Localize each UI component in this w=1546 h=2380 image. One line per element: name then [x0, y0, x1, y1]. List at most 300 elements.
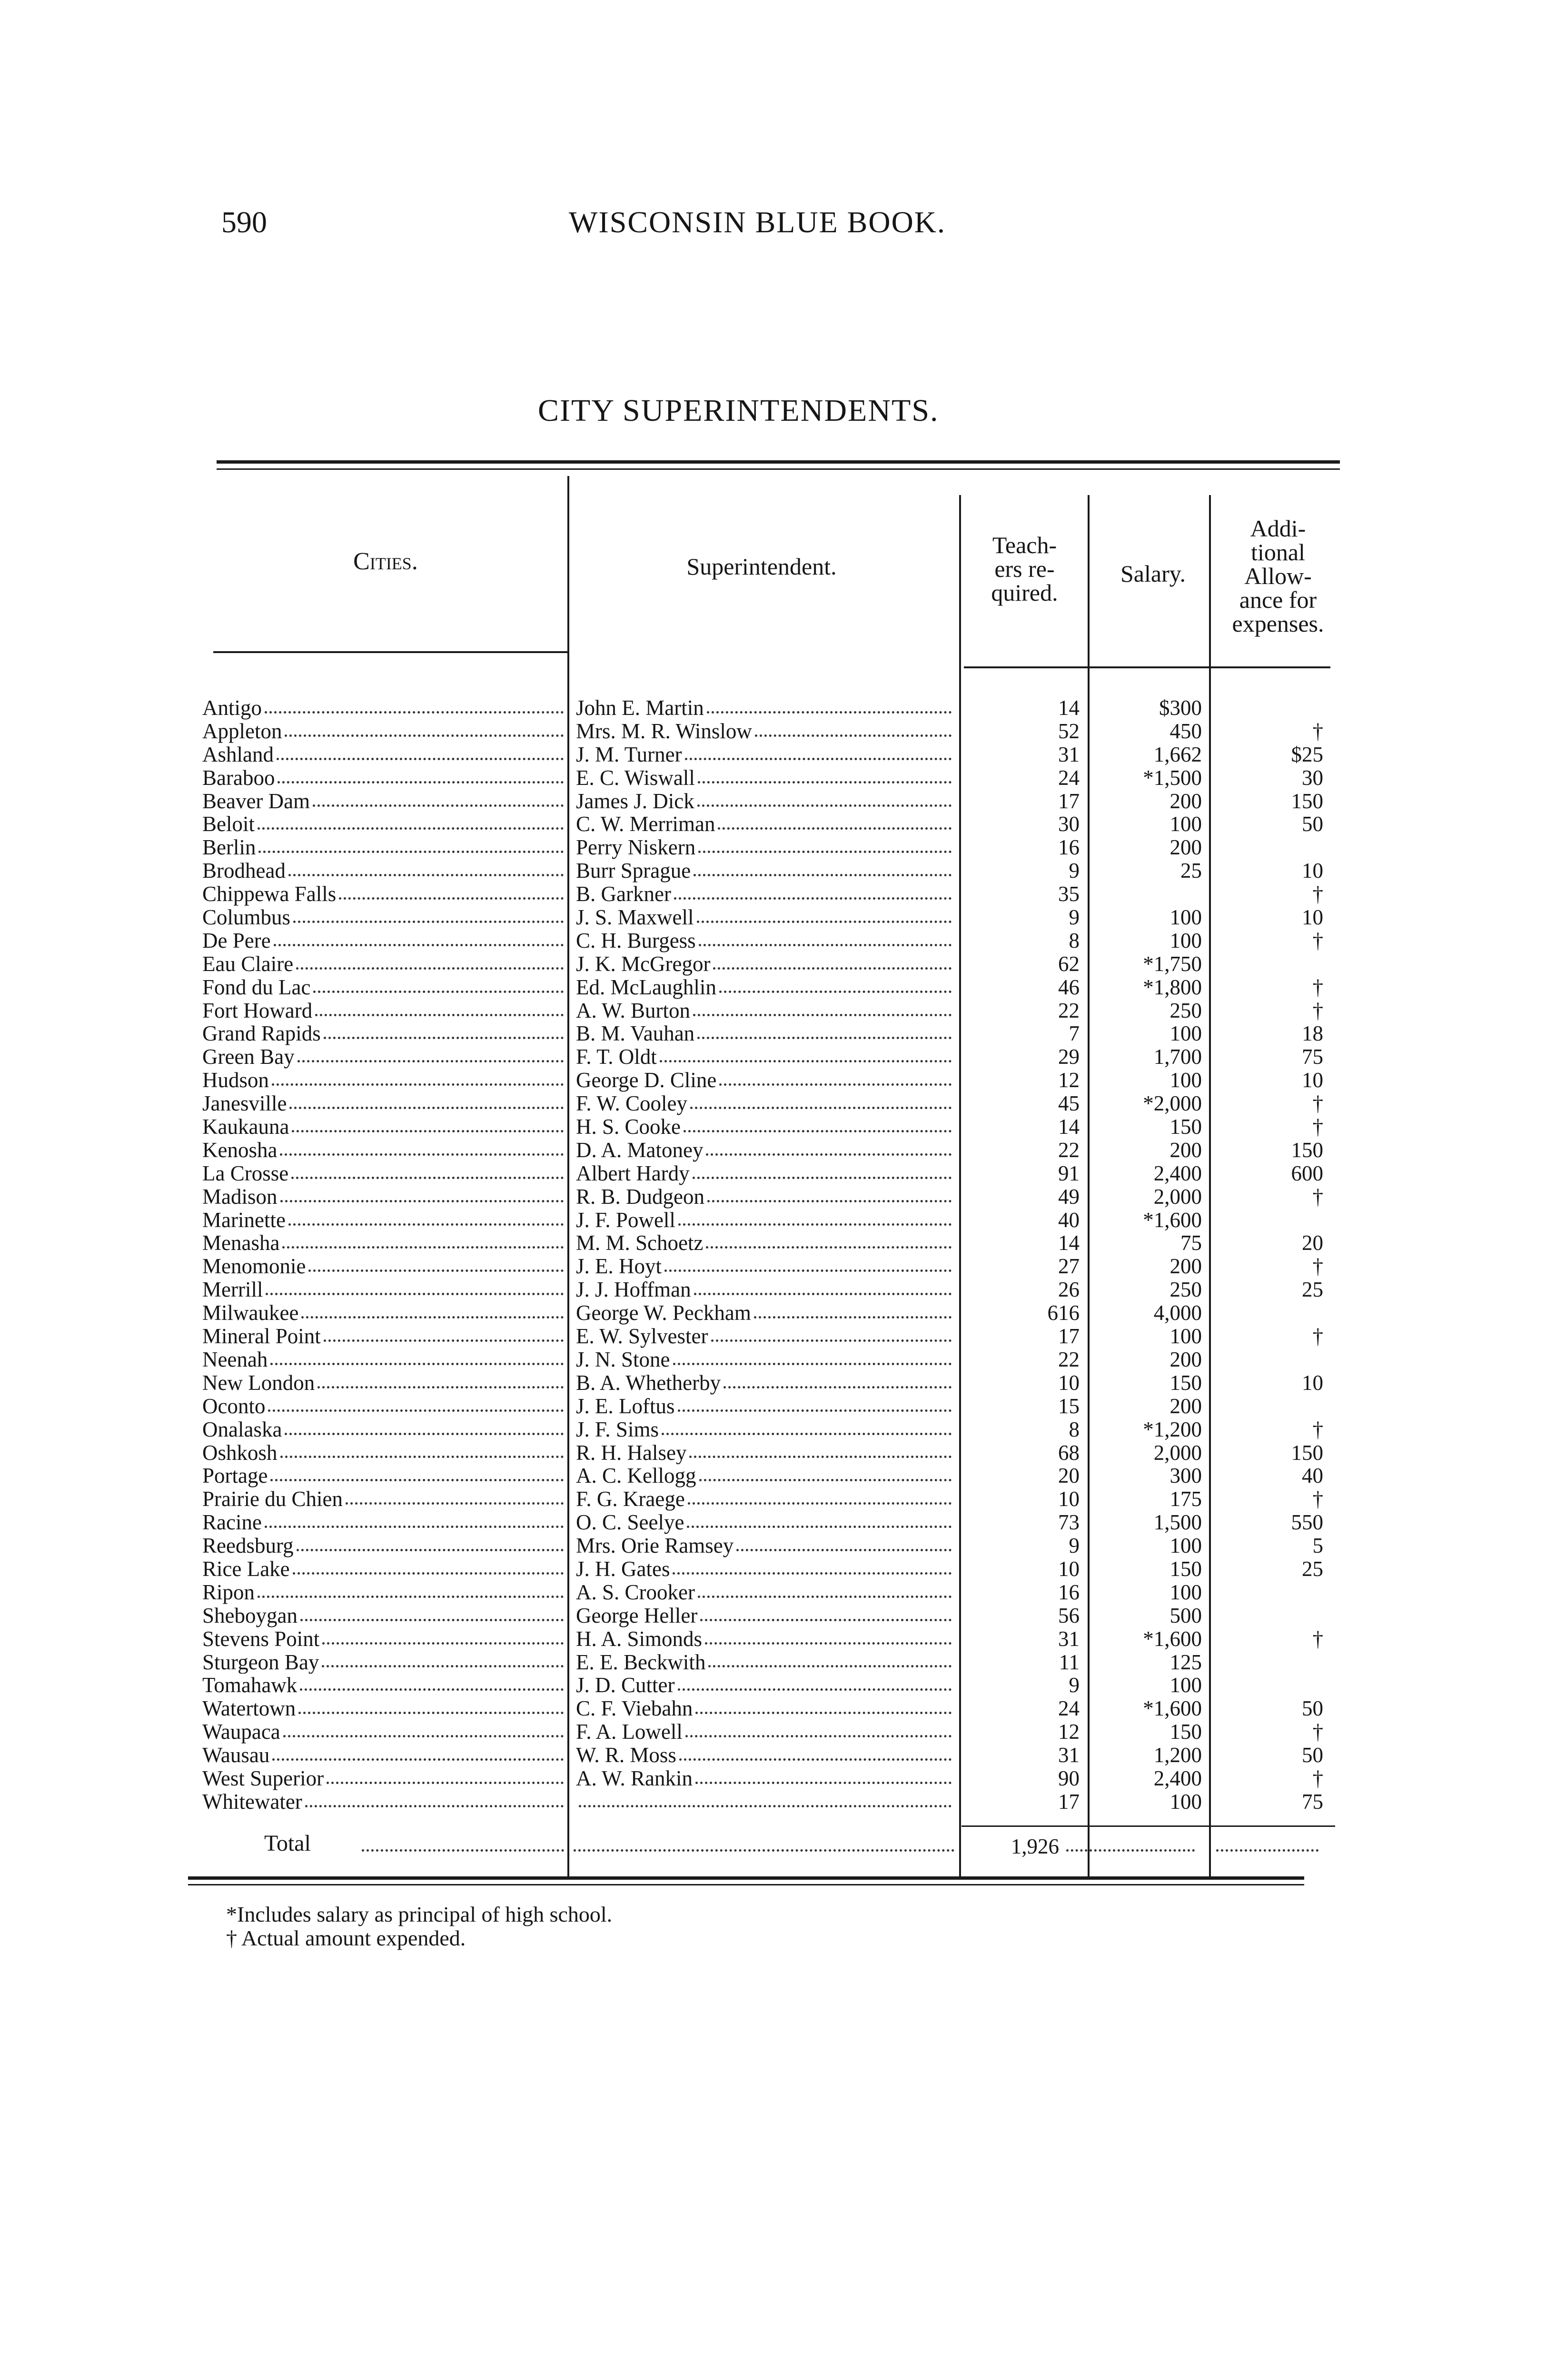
superintendent-column	[576, 696, 954, 1814]
salary-cell: 450	[1169, 719, 1202, 743]
dot-leader	[664, 1269, 951, 1272]
city-cell-text: West Superior	[202, 1766, 324, 1790]
header-superintendent: Superintendent.	[686, 553, 837, 580]
superintendent-cell	[576, 1162, 954, 1185]
superintendent-cell-text: George W. Peckham	[576, 1301, 751, 1325]
superintendent-cell-text: A. W. Rankin	[576, 1766, 693, 1790]
superintendent-cell-text: C. H. Burgess	[576, 929, 696, 952]
salary-cell: 200	[1169, 1348, 1202, 1371]
additional-cell: 150	[1291, 1138, 1323, 1162]
superintendent-cell	[576, 929, 954, 952]
superintendent-cell	[576, 859, 954, 883]
salary-cell: 4,000	[1153, 1301, 1202, 1325]
city-cell-text: Columbus	[202, 906, 291, 929]
city-cell-text: Merrill	[202, 1278, 263, 1302]
dot-leader	[277, 781, 564, 783]
additional-cell: †	[1312, 1488, 1323, 1511]
superintendent-cell-text: Mrs. M. R. Winslow	[576, 719, 752, 743]
dot-leader	[265, 711, 564, 714]
superintendent-cell	[576, 1767, 954, 1790]
superintendent-cell-text: James J. Dick	[576, 789, 694, 813]
salary-cell: 200	[1169, 1255, 1202, 1279]
superintendent-cell-text: D. A. Matoney	[576, 1138, 704, 1162]
table-title: CITY SUPERINTENDENTS.	[538, 393, 939, 428]
salary-cell: *1,600	[1143, 1697, 1202, 1721]
teachers-cell: 17	[1058, 1325, 1080, 1348]
superintendent-cell-text: Perry Niskern	[576, 836, 696, 860]
city-cell-text: Beaver Dam	[202, 789, 310, 813]
superintendent-cell-text: J. M. Turner	[576, 743, 682, 766]
salary-cell: 100	[1169, 1325, 1202, 1348]
superintendent-cell	[576, 1301, 954, 1325]
dot-leader	[694, 1293, 951, 1295]
additional-cell	[1216, 836, 1323, 859]
additional-cell: 600	[1291, 1161, 1323, 1185]
city-cell-text: Marinette	[202, 1208, 286, 1232]
city-cell	[202, 1790, 566, 1814]
salary-cell: 200	[1169, 836, 1202, 860]
dot-leader	[685, 758, 951, 760]
table-top-rule-thin	[217, 468, 1340, 470]
header-additional-line: ance for	[1239, 586, 1317, 613]
total-label: Total	[264, 1831, 311, 1856]
dot-leader	[678, 1688, 952, 1691]
dot-leader	[673, 1572, 951, 1575]
additional-cell: †	[1312, 1325, 1323, 1348]
city-cell	[202, 1511, 566, 1534]
dot-leader	[718, 827, 951, 830]
city-cell-text: Mineral Point	[202, 1325, 321, 1348]
city-cell-text: Baraboo	[202, 766, 275, 790]
additional-cell: 5	[1312, 1534, 1323, 1557]
salary-cell: 200	[1169, 789, 1202, 813]
city-cell	[202, 1627, 566, 1651]
superintendent-cell-text: J. N. Stone	[576, 1348, 670, 1371]
teachers-cell: 56	[1058, 1604, 1080, 1627]
teachers-cell: 12	[1058, 1069, 1080, 1092]
table-bottom-rule	[188, 1876, 1304, 1880]
city-cell	[202, 720, 566, 743]
superintendent-cell-text: A. S. Crooker	[576, 1580, 695, 1604]
salary-cell: 150	[1169, 1720, 1202, 1744]
city-cell-text: Kenosha	[202, 1138, 277, 1162]
additional-cell: 40	[1302, 1464, 1323, 1488]
teachers-cell: 49	[1058, 1185, 1080, 1209]
dot-leader	[297, 1060, 564, 1062]
teachers-cell: 22	[1058, 1348, 1080, 1371]
city-cell-text: Eau Claire	[202, 952, 294, 976]
additional-cell: †	[1312, 719, 1323, 743]
additional-cell	[1216, 1651, 1323, 1674]
superintendent-cell-text: J. K. McGregor	[576, 952, 711, 976]
city-cell	[202, 766, 566, 790]
superintendent-cell	[576, 1627, 954, 1651]
dot-leader	[339, 897, 564, 900]
dot-leader	[277, 758, 564, 760]
teachers-cell: 31	[1058, 1627, 1080, 1651]
teachers-cell: 29	[1058, 1045, 1080, 1069]
superintendent-cell	[576, 999, 954, 1022]
dot-leader	[685, 1735, 951, 1737]
additional-cell: 10	[1302, 906, 1323, 929]
superintendent-cell-text: E. C. Wiswall	[576, 766, 695, 790]
dot-leader	[298, 1712, 564, 1714]
superintendent-cell-text: F. W. Cooley	[576, 1092, 687, 1116]
teachers-cell: 9	[1069, 1674, 1080, 1697]
teachers-cell: 10	[1058, 1371, 1080, 1395]
additional-cell	[1216, 1674, 1323, 1697]
salary-cell: 1,500	[1153, 1511, 1202, 1535]
city-cell-text: Portage	[202, 1464, 268, 1488]
salary-cell: 100	[1169, 929, 1202, 952]
teachers-cell: 35	[1058, 883, 1080, 906]
dot-leader	[300, 1688, 564, 1691]
city-cell	[202, 696, 566, 720]
city-cell	[202, 929, 566, 952]
city-cell	[202, 1697, 566, 1720]
additional-cell: †	[1312, 1418, 1323, 1441]
teachers-cell: 31	[1058, 1744, 1080, 1767]
additional-cell: 550	[1291, 1511, 1323, 1535]
additional-cell: †	[1312, 1255, 1323, 1279]
salary-cell: 300	[1169, 1464, 1202, 1488]
superintendent-cell-text: J. D. Cutter	[576, 1674, 675, 1697]
city-cell	[202, 1301, 566, 1325]
dot-leader	[313, 804, 564, 807]
dot-leader	[700, 1619, 951, 1621]
header-salary: Salary.	[1120, 560, 1186, 587]
dot-leader	[687, 1526, 951, 1528]
city-cell	[202, 1325, 566, 1348]
additional-cell	[1216, 952, 1323, 976]
additional-cell	[1216, 1209, 1323, 1232]
dot-leader	[266, 1293, 564, 1295]
teachers-cell: 10	[1058, 1488, 1080, 1511]
superintendent-cell	[576, 1022, 954, 1045]
salary-cell: *1,800	[1143, 975, 1202, 999]
dot-leader	[694, 874, 951, 876]
teachers-cell: 14	[1058, 696, 1080, 720]
teachers-cell: 17	[1058, 1790, 1080, 1814]
additional-cell: 50	[1302, 1744, 1323, 1767]
dot-leader	[699, 944, 951, 946]
dot-leader	[288, 874, 564, 876]
superintendent-cell-text: B. M. Vauhan	[576, 1022, 695, 1046]
additional-cell: 150	[1291, 789, 1323, 813]
city-cell	[202, 1371, 566, 1395]
dot-leader	[324, 1339, 564, 1342]
superintendent-cell-text: John E. Martin	[576, 696, 704, 720]
salary-cell: *2,000	[1143, 1092, 1202, 1116]
teachers-cell: 27	[1058, 1255, 1080, 1279]
superintendent-cell	[576, 1139, 954, 1162]
salary-cell: 100	[1169, 813, 1202, 836]
dot-leader	[678, 1223, 951, 1226]
city-cell	[202, 1604, 566, 1627]
dot-leader	[689, 1456, 951, 1458]
dot-leader	[711, 1339, 952, 1342]
city-cell-text: Hudson	[202, 1069, 269, 1092]
city-cell-text: Kaukauna	[202, 1115, 289, 1139]
teachers-cell: 30	[1058, 813, 1080, 836]
total-leader	[1216, 1849, 1318, 1852]
superintendent-cell	[576, 790, 954, 813]
dot-leader	[305, 1805, 564, 1807]
teachers-cell: 22	[1058, 999, 1080, 1022]
city-cell-text: New London	[202, 1371, 315, 1395]
column-divider-3	[1088, 495, 1090, 1878]
dot-leader	[695, 1712, 951, 1714]
city-cell	[202, 1557, 566, 1581]
salary-cell: 75	[1180, 1231, 1202, 1255]
superintendent-cell-text: F. G. Kraege	[576, 1488, 685, 1511]
teachers-cell: 11	[1059, 1650, 1080, 1674]
teachers-cell: 24	[1058, 766, 1080, 790]
salary-cell: 100	[1169, 1790, 1202, 1814]
teachers-cell: 52	[1058, 719, 1080, 743]
superintendent-cell-text: J. E. Hoyt	[576, 1255, 662, 1279]
salary-cell: 1,700	[1153, 1045, 1202, 1069]
total-teachers: 1,926	[1011, 1835, 1059, 1858]
city-cell	[202, 1092, 566, 1115]
teachers-cell: 9	[1069, 859, 1080, 883]
teachers-cell: 17	[1058, 789, 1080, 813]
superintendent-cell	[576, 1557, 954, 1581]
dot-leader	[698, 1596, 951, 1598]
superintendent-cell-text: O. C. Seelye	[576, 1511, 684, 1535]
dot-leader	[679, 1758, 951, 1761]
additional-cell	[1216, 1395, 1323, 1418]
city-cell-text: Onalaska	[202, 1418, 282, 1441]
city-cell-text: Oshkosh	[202, 1441, 277, 1465]
city-cell-text: Berlin	[202, 836, 256, 860]
dot-leader	[706, 1246, 951, 1249]
city-cell-text: Whitewater	[202, 1790, 302, 1814]
additional-cell: †	[1312, 975, 1323, 999]
salary-cell: 100	[1169, 1534, 1202, 1557]
dot-leader	[293, 1572, 564, 1575]
dot-leader	[755, 734, 951, 737]
salary-cell: 250	[1169, 999, 1202, 1022]
teachers-cell: 15	[1058, 1394, 1080, 1418]
city-cell-text: Chippewa Falls	[202, 883, 337, 906]
city-cell-text: Waupaca	[202, 1720, 280, 1744]
city-cell	[202, 883, 566, 906]
teachers-cell: 10	[1058, 1557, 1080, 1581]
city-cell	[202, 859, 566, 883]
city-cell-text: La Crosse	[202, 1161, 289, 1185]
superintendent-cell	[576, 1581, 954, 1604]
superintendent-cell-text: Albert Hardy	[576, 1161, 690, 1185]
dot-leader	[327, 1782, 564, 1784]
city-cell	[202, 1255, 566, 1278]
superintendent-cell-text: J. F. Powell	[576, 1208, 675, 1232]
city-cell-text: Watertown	[202, 1697, 296, 1721]
superintendent-cell	[576, 1464, 954, 1488]
teachers-cell: 73	[1058, 1511, 1080, 1535]
additional-cell: †	[1312, 1627, 1323, 1651]
dot-leader	[322, 1642, 564, 1645]
city-cell	[202, 999, 566, 1022]
superintendent-cell-text: A. C. Kellogg	[576, 1464, 696, 1488]
city-cell-text: Reedsburg	[202, 1534, 294, 1557]
dot-leader	[258, 1596, 564, 1598]
salary-cell: *1,200	[1143, 1418, 1202, 1441]
city-cell-text: Brodhead	[202, 859, 286, 883]
dot-leader	[697, 804, 951, 807]
header-additional-line: Allow-	[1244, 563, 1312, 589]
superintendent-cell-text: E. W. Sylvester	[576, 1325, 708, 1348]
dot-leader	[579, 1805, 951, 1807]
dot-leader	[300, 1619, 564, 1621]
salary-cell: 250	[1169, 1278, 1202, 1302]
teachers-column	[961, 696, 1080, 1814]
header-rule-right	[964, 666, 1330, 668]
additional-cell	[1216, 1604, 1323, 1627]
running-head: WISCONSIN BLUE BOOK.	[569, 205, 946, 239]
teachers-cell: 40	[1058, 1208, 1080, 1232]
header-teachers-line: quired.	[991, 579, 1058, 606]
superintendent-cell-text: J. F. Sims	[576, 1418, 659, 1441]
salary-cell: 100	[1169, 906, 1202, 929]
teachers-cell: 24	[1058, 1697, 1080, 1721]
cities-column	[202, 696, 566, 1814]
additional-allowance-column	[1216, 696, 1323, 1814]
city-cell	[202, 1744, 566, 1767]
city-cell	[202, 836, 566, 859]
dot-leader	[272, 1758, 564, 1761]
teachers-cell: 62	[1058, 952, 1080, 976]
superintendent-cell	[576, 1395, 954, 1418]
additional-cell: 25	[1302, 1278, 1323, 1302]
additional-cell: 10	[1302, 1371, 1323, 1395]
salary-cell: 500	[1169, 1604, 1202, 1627]
additional-cell: 18	[1302, 1022, 1323, 1046]
city-cell	[202, 952, 566, 976]
additional-cell: †	[1312, 883, 1323, 906]
superintendent-cell	[576, 1185, 954, 1209]
total-rule	[961, 1825, 1335, 1827]
dot-leader	[705, 1642, 951, 1645]
city-cell	[202, 1441, 566, 1465]
superintendent-cell	[576, 1697, 954, 1720]
header-cities: Cities.	[353, 548, 418, 575]
superintendent-cell-text: George D. Cline	[576, 1069, 717, 1092]
salary-cell: 100	[1169, 1022, 1202, 1046]
city-cell	[202, 1767, 566, 1790]
salary-cell: 100	[1169, 1580, 1202, 1604]
city-cell	[202, 1534, 566, 1557]
superintendent-cell-text: H. A. Simonds	[576, 1627, 703, 1651]
header-teachers-line: ers re-	[994, 555, 1055, 582]
superintendent-cell-text: B. Garkner	[576, 883, 671, 906]
dot-leader	[662, 1433, 951, 1435]
teachers-cell: 14	[1058, 1231, 1080, 1255]
superintendent-cell	[576, 906, 954, 929]
teachers-cell: 90	[1058, 1766, 1080, 1790]
page-number: 590	[221, 205, 267, 239]
dot-leader	[283, 1735, 564, 1737]
additional-cell: †	[1312, 1115, 1323, 1139]
salary-cell: $300	[1159, 696, 1202, 720]
superintendent-cell	[576, 1651, 954, 1674]
salary-column	[1095, 696, 1202, 1814]
city-cell-text: Menasha	[202, 1231, 280, 1255]
superintendent-cell	[576, 1604, 954, 1627]
dot-leader	[293, 921, 564, 923]
city-cell-text: Prairie du Chien	[202, 1488, 343, 1511]
superintendent-cell-text: R. H. Halsey	[576, 1441, 687, 1465]
teachers-cell: 20	[1058, 1464, 1080, 1488]
city-cell-text: Menomonie	[202, 1255, 306, 1279]
dot-leader	[697, 1037, 951, 1039]
superintendent-cell	[576, 1534, 954, 1557]
header-additional-line: tional	[1251, 539, 1305, 565]
dot-leader	[346, 1502, 564, 1505]
superintendent-cell-text: F. A. Lowell	[576, 1720, 683, 1744]
superintendent-cell	[576, 696, 954, 720]
teachers-cell: 12	[1058, 1720, 1080, 1744]
city-cell	[202, 1278, 566, 1301]
dot-leader	[313, 991, 564, 993]
dot-leader	[282, 1246, 564, 1249]
dot-leader	[708, 1665, 951, 1667]
additional-cell: 25	[1302, 1557, 1323, 1581]
city-cell-text: Grand Rapids	[202, 1022, 321, 1046]
salary-cell: 2,000	[1153, 1185, 1202, 1209]
additional-cell: 10	[1302, 1069, 1323, 1092]
dot-leader	[695, 1782, 951, 1784]
city-cell-text: Oconto	[202, 1394, 266, 1418]
teachers-cell: 46	[1058, 975, 1080, 999]
dot-leader	[291, 1177, 564, 1179]
superintendent-cell	[576, 1348, 954, 1371]
salary-cell: 2,400	[1153, 1161, 1202, 1185]
header-teachers-line: Teach-	[992, 532, 1057, 558]
superintendent-cell	[576, 1441, 954, 1465]
city-cell-text: Wausau	[202, 1744, 270, 1767]
dot-leader	[684, 1130, 951, 1132]
teachers-cell: 7	[1069, 1022, 1080, 1046]
salary-cell: *1,600	[1143, 1627, 1202, 1651]
superintendent-cell	[576, 1278, 954, 1301]
city-cell-text: Sheboygan	[202, 1604, 297, 1627]
city-cell	[202, 1348, 566, 1371]
dot-leader	[324, 1037, 564, 1039]
city-cell-text: Madison	[202, 1185, 277, 1209]
city-cell	[202, 1139, 566, 1162]
dot-leader	[673, 1363, 951, 1365]
superintendent-cell	[576, 1069, 954, 1092]
column-divider-1	[567, 476, 569, 1878]
superintendent-cell-text: H. S. Cooke	[576, 1115, 681, 1139]
city-cell	[202, 1115, 566, 1139]
superintendent-cell-text: Burr Sprague	[576, 859, 691, 883]
dot-leader	[258, 851, 564, 853]
header-additional-line: Addi-	[1250, 515, 1306, 542]
footnote-asterisk: *Includes salary as principal of high school.	[226, 1902, 613, 1926]
superintendent-cell	[576, 1371, 954, 1395]
teachers-cell: 9	[1069, 1534, 1080, 1557]
superintendent-cell	[576, 1209, 954, 1232]
superintendent-cell-text: Ed. McLaughlin	[576, 975, 716, 999]
salary-cell: 1,662	[1153, 743, 1202, 766]
salary-cell: 200	[1169, 1138, 1202, 1162]
city-cell	[202, 1231, 566, 1255]
city-cell	[202, 1022, 566, 1045]
superintendent-cell-text: Mrs. Orie Ramsey	[576, 1534, 734, 1557]
city-cell	[202, 1674, 566, 1697]
